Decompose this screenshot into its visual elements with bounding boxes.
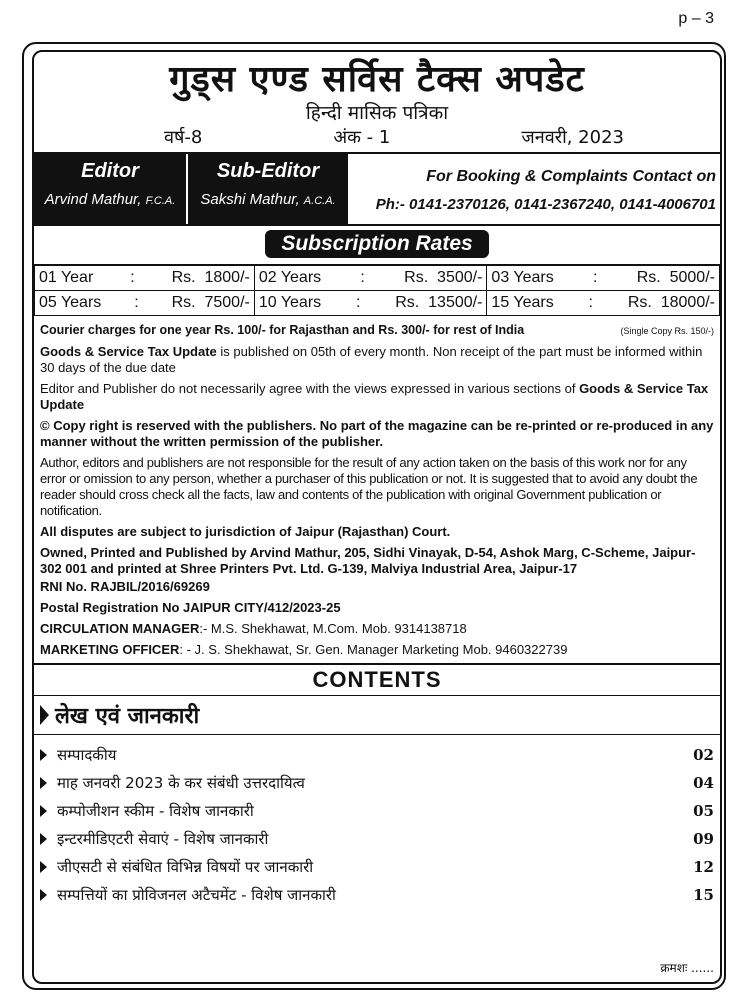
bullet-icon xyxy=(40,861,47,873)
arrow-icon xyxy=(40,705,49,725)
toc-item[interactable] xyxy=(34,797,720,825)
toc-item[interactable] xyxy=(34,881,720,909)
contents-heading: CONTENTS xyxy=(34,663,720,696)
bullet-icon xyxy=(40,889,47,901)
subscription-cell: 01 Year : Rs. 1800/- xyxy=(35,266,255,291)
toc-item[interactable] xyxy=(34,825,720,853)
toc-item[interactable] xyxy=(34,853,720,881)
subscription-row xyxy=(35,291,720,316)
sub-editor-title: Sub-Editor xyxy=(216,160,320,182)
toc-item[interactable] xyxy=(34,741,720,769)
subscription-cell: 15 Years : Rs. 18000/- xyxy=(487,291,720,316)
bullet-icon xyxy=(40,749,47,761)
toc-item-label: इन्टरमीडिएटरी सेवाएं - विशेष जानकारी xyxy=(57,830,269,848)
postal-registration: Postal Registration No JAIPUR CITY/412/2023-25 xyxy=(40,600,341,615)
sub-editor-box xyxy=(188,154,348,224)
content-frame xyxy=(32,50,722,984)
toc-item-label: सम्पादकीय xyxy=(57,746,117,764)
bullet-icon xyxy=(40,777,47,789)
subscription-heading: Subscription Rates xyxy=(34,226,720,265)
marketing-officer: MARKETING OFFICER: - J. S. Shekhawat, Sr. Gen. Manager Marketing Mob. 9460322739 xyxy=(40,642,568,657)
owner-note: Owned, Printed and Published by Arvind Mathur, 205, Sidhi Vinayak, D-54, Ashok Marg, C-Scheme, Jaipur-302 001 and printed at Shree Printers Pvt. Ltd. G-139, Malviya Industrial Area, Jaipur-17 xyxy=(40,545,696,576)
page-number: p – 3 xyxy=(678,10,714,27)
toc-item-label: माह जनवरी 2023 के कर संबंधी उत्तरदायित्व xyxy=(57,774,305,792)
toc-list xyxy=(34,735,720,909)
contact-box xyxy=(348,154,720,224)
toc-item-page: 04 xyxy=(693,774,714,792)
subscription-table xyxy=(34,265,720,316)
editor-row xyxy=(34,154,720,226)
circulation-manager: CIRCULATION MANAGER:- M.S. Shekhawat, M.Com. Mob. 9314138718 xyxy=(40,621,467,636)
toc-item-label: जीएसटी से संबंधित विभिन्न विषयों पर जानकारी xyxy=(57,858,314,876)
toc-item-page: 12 xyxy=(693,858,714,876)
toc-item-page: 02 xyxy=(693,746,714,764)
jurisdiction-note: All disputes are subject to jurisdiction of Jaipur (Rajasthan) Court. xyxy=(40,524,451,539)
copyright-note: © Copy right is reserved with the publishers. No part of the magazine can be re-printed or re-produced in any manner without the written permission of the publisher. xyxy=(40,418,714,449)
magazine-title: गुड्स एण्ड सर्विस टैक्स अपडेट xyxy=(169,59,585,100)
issue-year: वर्ष-8 xyxy=(164,127,203,148)
issue-number: अंक - 1 xyxy=(333,127,391,148)
info-section xyxy=(34,316,720,658)
toc-item-page: 15 xyxy=(693,886,714,904)
toc-item-page: 05 xyxy=(693,802,714,820)
section-heading: लेख एवं जानकारी xyxy=(34,696,720,735)
editor-box xyxy=(34,154,186,224)
subscription-cell: 10 Years : Rs. 13500/- xyxy=(254,291,487,316)
rni-number: RNI No. RAJBIL/2016/69269 xyxy=(40,579,210,594)
toc-item[interactable] xyxy=(34,769,720,797)
subscription-cell: 03 Years : Rs. 5000/- xyxy=(487,266,720,291)
publication-note: Goods & Service Tax Update is published on 05th of every month. Non receipt of the part must be informed within 30 days of the due date xyxy=(40,344,703,375)
editor-name: Arvind Mathur, F.C.A. xyxy=(44,191,176,208)
issue-date: जनवरी, 2023 xyxy=(521,127,624,148)
editor-title: Editor xyxy=(81,160,139,182)
liability-note: Author, editors and publishers are not responsible for the result of any action taken on the basis of this work nor for any error or omission to any person, whether a purchaser of this publication or not. It is suggested that to avoid any doubt the reader should cross check all the facts, law and contents of the publication with original Government publication or notification. xyxy=(40,455,698,518)
continued-note: क्रमशः ...... xyxy=(660,961,714,975)
issue-line xyxy=(34,124,720,152)
toc-item-page: 09 xyxy=(693,830,714,848)
subscription-cell: 05 Years : Rs. 7500/- xyxy=(35,291,255,316)
sub-editor-name: Sakshi Mathur, A.C.A. xyxy=(200,191,336,208)
subscription-cell: 02 Years : Rs. 3500/- xyxy=(254,266,487,291)
contact-phones: Ph:- 0141-2370126, 0141-2367240, 0141-4006701 xyxy=(375,196,716,213)
bullet-icon xyxy=(40,833,47,845)
magazine-subtitle: हिन्दी मासिक पत्रिका xyxy=(305,102,449,124)
bullet-icon xyxy=(40,805,47,817)
courier-charges: Courier charges for one year Rs. 100/- for Rajasthan and Rs. 300/- for rest of India (Single Copy Rs. 150/-) xyxy=(40,323,714,337)
toc-item-label: कम्पोजीशन स्कीम - विशेष जानकारी xyxy=(57,802,254,820)
subscription-row xyxy=(35,266,720,291)
disclaimer-views: Editor and Publisher do not necessarily agree with the views expressed in various sections of Goods & Service Tax Update xyxy=(40,381,709,412)
toc-item-label: सम्पत्तियों का प्रोविजनल अटैचमेंट - विशेष जानकारी xyxy=(57,886,336,904)
contact-heading: For Booking & Complaints Contact on xyxy=(426,168,716,185)
